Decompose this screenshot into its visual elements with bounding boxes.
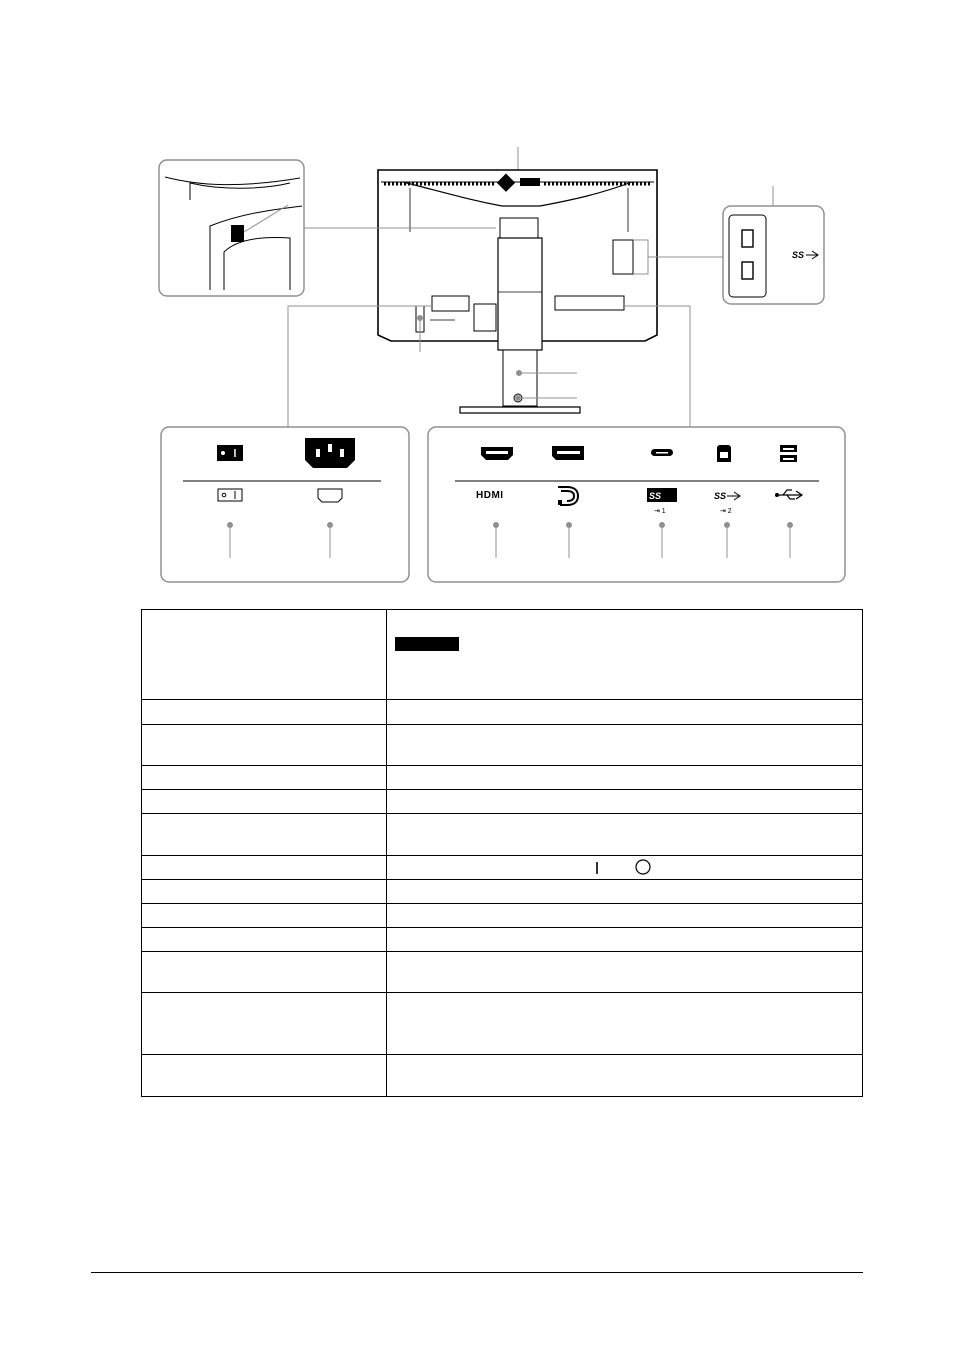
hdmi-logo-icon: HDMI [476, 490, 504, 501]
note-badge [395, 637, 459, 651]
table-row [142, 928, 863, 952]
table-row [142, 1055, 863, 1097]
table-row [142, 904, 863, 928]
usb-c-input-label: ⇥ 1 [654, 508, 666, 515]
power-switch-closeup-icon [231, 225, 244, 242]
table-row [142, 700, 863, 725]
table-row [142, 766, 863, 790]
table-row [142, 790, 863, 814]
footer-rule [91, 1272, 863, 1273]
parts-table [141, 609, 863, 1097]
monitor-back [378, 170, 657, 413]
power-connector-icon [305, 438, 355, 468]
table-row [142, 952, 863, 993]
stand-column [498, 238, 542, 350]
usb-b-input-label: ⇥ 2 [720, 508, 732, 515]
svg-text:SS: SS [649, 491, 662, 501]
power-on-off-icon [595, 859, 655, 877]
table-row [142, 856, 863, 880]
usb3-logo-icon: SS [792, 250, 805, 260]
table-row [142, 610, 863, 700]
inset-power [161, 427, 409, 582]
usb-a-port-icon [742, 230, 753, 247]
table-row [142, 725, 863, 766]
table-row [142, 880, 863, 904]
table-row [142, 814, 863, 856]
svg-text:SS: SS [714, 491, 727, 501]
main-power-switch-icon [217, 445, 243, 461]
table-row [142, 993, 863, 1055]
